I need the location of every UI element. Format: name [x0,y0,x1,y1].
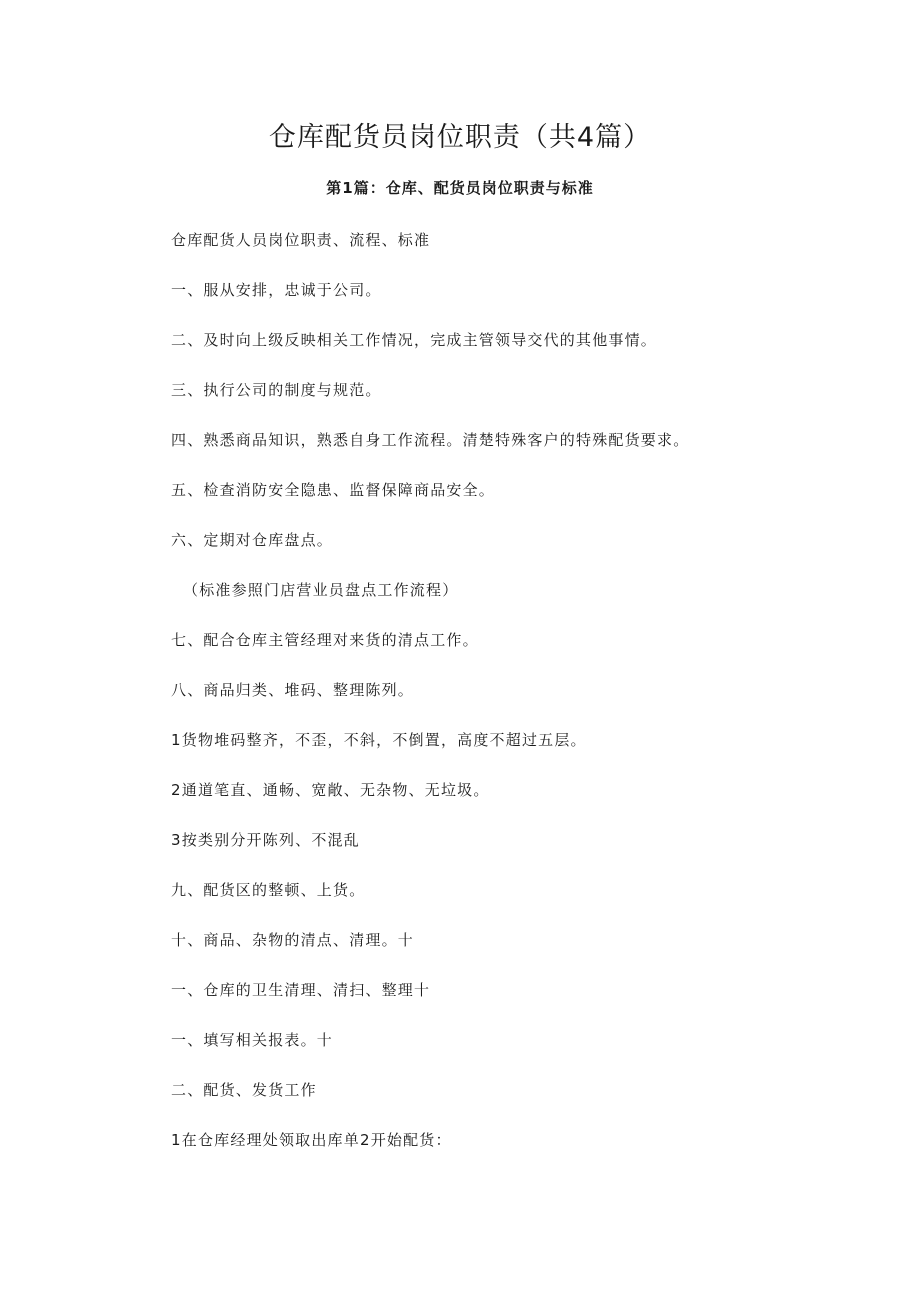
paragraph-line: 五、检查消防安全隐患、监督保障商品安全。 [171,481,496,499]
document-body [171,227,871,1177]
paragraph-line: 3按类别分开陈列、不混乱 [171,831,360,849]
paragraph-line: 九、配货区的整顿、上货。 [171,881,366,899]
paragraph-line: 三、执行公司的制度与规范。 [171,381,382,399]
paragraph-line: 2通道笔直、通畅、宽敞、无杂物、无垃圾。 [171,781,490,799]
document-subtitle: 第1篇：仓库、配货员岗位职责与标准 [326,179,594,197]
paragraph-line: 七、配合仓库主管经理对来货的清点工作。 [171,631,479,649]
document-title: 仓库配货员岗位职责（共4篇） [268,122,652,153]
paragraph-line: 一、服从安排，忠诚于公司。 [171,281,382,299]
paragraph-line: 十、商品、杂物的清点、清理。十 [171,931,415,949]
paragraph-line: 六、定期对仓库盘点。 [171,531,334,549]
paragraph-line: 1货物堆码整齐，不歪，不斜，不倒置，高度不超过五层。 [171,731,587,749]
paragraph-line: 一、填写相关报表。十 [171,1031,334,1049]
paragraph-line: 1在仓库经理处领取出库单2开始配货： [171,1131,452,1149]
paragraph-line: 二、配货、发货工作 [171,1081,317,1099]
paragraph-line: 一、仓库的卫生清理、清扫、整理十 [171,981,431,999]
paragraph-line: 四、熟悉商品知识，熟悉自身工作流程。清楚特殊客户的特殊配货要求。 [171,431,690,449]
paragraph-line: 八、商品归类、堆码、整理陈列。 [171,681,415,699]
paragraph-line: 仓库配货人员岗位职责、流程、标准 [171,231,431,249]
paragraph-line: 二、及时向上级反映相关工作情况，完成主管领导交代的其他事情。 [171,331,658,349]
paragraph-line: （标准参照门店营业员盘点工作流程） [183,581,459,599]
